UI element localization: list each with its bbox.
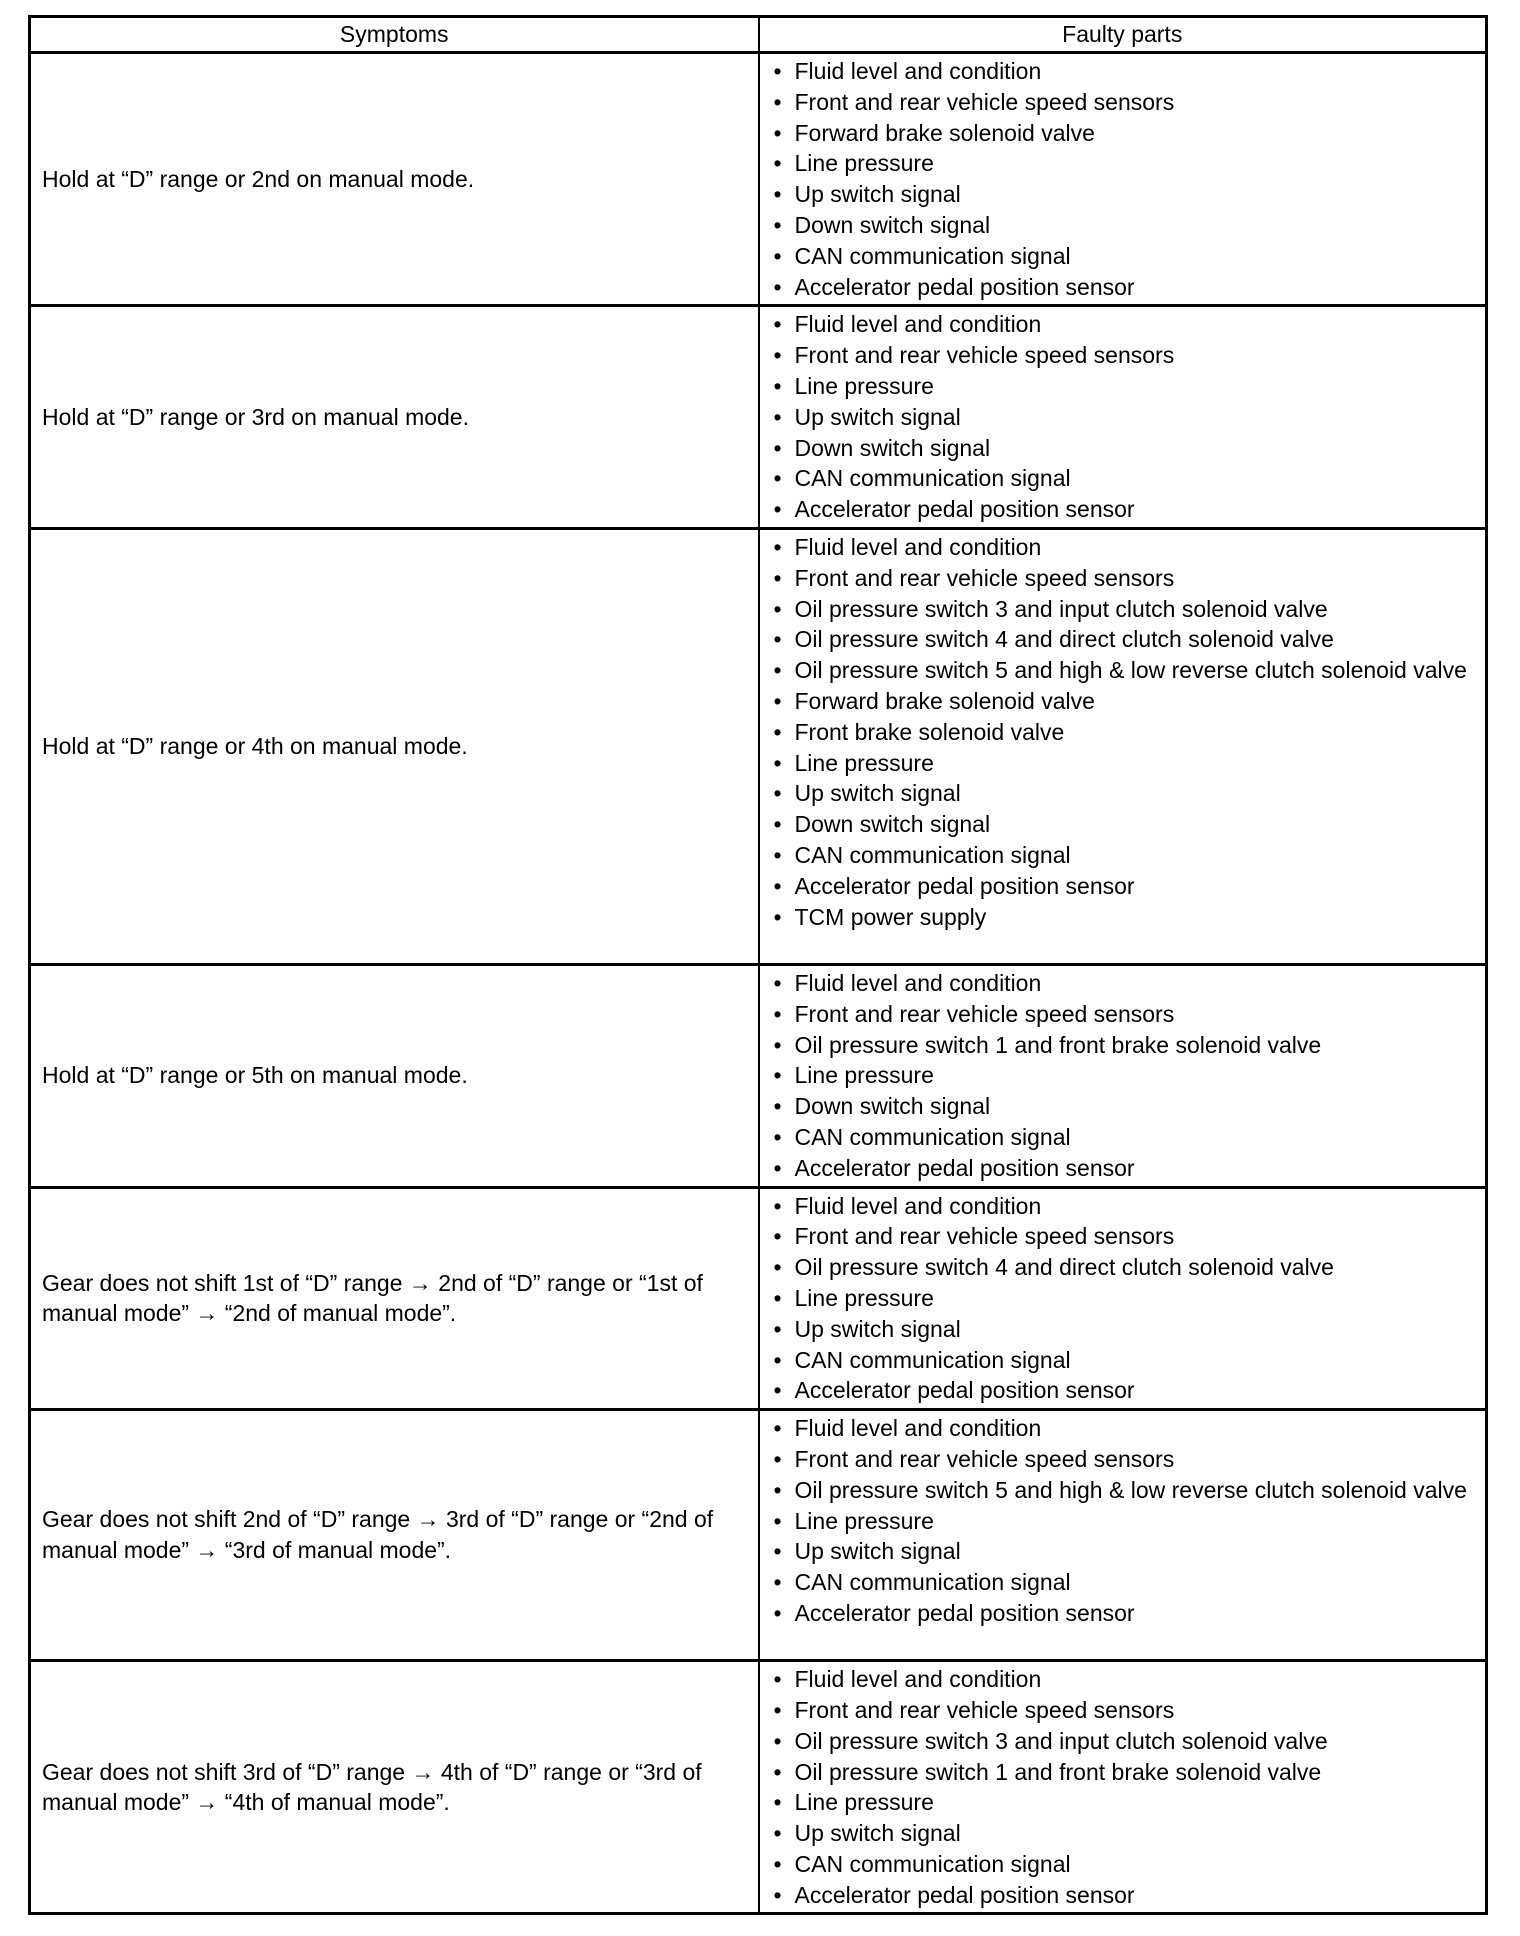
faulty-parts-list [768,1191,1476,1407]
bullet-icon: • [773,657,782,684]
list-item [768,594,1476,625]
list-item [768,210,1476,241]
faulty-part-text: Oil pressure switch 1 and front brake solenoid valve [794,1758,1322,1785]
bullet-icon: • [773,626,782,653]
faulty-parts-list [768,309,1476,525]
list-item [768,1787,1476,1818]
faulty-part-text: Down switch signal [794,434,991,461]
symptoms-header: Symptoms [30,17,759,53]
list-item [768,532,1476,563]
list-item [768,402,1476,433]
table-row [30,306,1487,529]
bullet-icon: • [773,687,782,714]
list-item [768,1091,1476,1122]
list-item [768,118,1476,149]
bullet-icon: • [773,1415,782,1442]
list-item [768,1880,1476,1911]
bullet-icon: • [773,872,782,899]
table-row [30,1187,1487,1410]
list-item [768,87,1476,118]
bullet-icon: • [773,311,782,338]
faulty-part-text: Accelerator pedal position sensor [794,1377,1135,1404]
list-item [768,1221,1476,1252]
faulty-part-text: Front and rear vehicle speed sensors [794,88,1175,115]
faulty-part-text: Fluid level and condition [794,58,1042,84]
table-row [30,528,1487,964]
list-item [768,1283,1476,1314]
bullet-icon: • [773,88,782,115]
bullet-icon: • [773,1154,782,1181]
list-item [768,840,1476,871]
faulty-part-text: Down switch signal [794,211,991,238]
table-row [30,1410,1487,1661]
faulty-parts-cell [759,1410,1487,1661]
faulty-part-text: Up switch signal [794,780,961,807]
bullet-icon: • [773,1093,782,1120]
faulty-part-text: Front brake solenoid valve [794,718,1065,745]
list-item [768,1598,1476,1629]
faulty-part-text: Oil pressure switch 4 and direct clutch solenoid valve [794,626,1334,653]
list-item [768,902,1476,933]
bullet-icon: • [773,1254,782,1281]
list-item [768,871,1476,902]
list-item [768,463,1476,494]
bullet-icon: • [773,1223,782,1250]
faulty-part-text: Up switch signal [794,1538,961,1565]
faulty-part-text: Line pressure [794,1789,934,1816]
faulty-part-text: Accelerator pedal position sensor [794,273,1135,300]
list-item [768,717,1476,748]
bullet-icon: • [773,1000,782,1027]
header-row [30,17,1487,53]
list-item [768,778,1476,809]
bullet-icon: • [773,1123,782,1150]
faulty-part-text: CAN communication signal [794,841,1071,868]
faulty-parts-cell [759,53,1487,306]
bullet-icon: • [773,1758,782,1785]
bullet-icon: • [773,1727,782,1754]
bullet-icon: • [773,1445,782,1472]
bullet-icon: • [773,1507,782,1534]
list-item [768,1060,1476,1091]
faulty-part-text: Line pressure [794,1062,934,1089]
list-item [768,1444,1476,1475]
bullet-icon: • [773,718,782,745]
bullet-icon: • [773,1192,782,1219]
faulty-part-text: Line pressure [794,372,934,399]
list-item [768,148,1476,179]
faulty-part-text: Oil pressure switch 1 and front brake solenoid valve [794,1031,1322,1058]
symptom-cell: Gear does not shift 2nd of “D” range → 3rd of “D” range or “2nd of manual mode” → “3rd of manual mode”. [30,1410,759,1661]
faulty-part-text: Accelerator pedal position sensor [794,1599,1135,1626]
bullet-icon: • [773,181,782,208]
faulty-parts-cell [759,306,1487,529]
list-item [768,1818,1476,1849]
table-row [30,1661,1487,1914]
faulty-part-text: Line pressure [794,1507,934,1534]
faulty-part-text: Forward brake solenoid valve [794,119,1095,146]
list-item [768,241,1476,272]
list-item [768,655,1476,686]
list-item [768,309,1476,340]
list-item [768,1695,1476,1726]
list-item [768,340,1476,371]
bullet-icon: • [773,780,782,807]
bullet-icon: • [773,903,782,930]
bullet-icon: • [773,496,782,523]
faulty-parts-cell [759,528,1487,964]
list-item [768,809,1476,840]
list-item [768,968,1476,999]
faulty-part-text: Up switch signal [794,403,961,430]
faulty-part-text: Oil pressure switch 3 and input clutch solenoid valve [794,1727,1328,1754]
faulty-part-text: Accelerator pedal position sensor [794,872,1135,899]
list-item [768,179,1476,210]
list-item [768,371,1476,402]
list-item [768,563,1476,594]
faulty-parts-list [768,1413,1476,1629]
list-item [768,686,1476,717]
bullet-icon: • [773,1538,782,1565]
list-item [768,1664,1476,1695]
faulty-part-text: Front and rear vehicle speed sensors [794,564,1175,591]
faulty-part-text: Front and rear vehicle speed sensors [794,1445,1175,1472]
bullet-icon: • [773,1820,782,1847]
symptom-cell: Gear does not shift 1st of “D” range → 2nd of “D” range or “1st of manual mode” → “2nd of manual mode”. [30,1187,759,1410]
list-item [768,999,1476,1030]
table-row [30,964,1487,1187]
list-item [768,1475,1476,1506]
bullet-icon: • [773,533,782,560]
list-item [768,1191,1476,1222]
list-item [768,1314,1476,1345]
list-item [768,1757,1476,1788]
bullet-icon: • [773,119,782,146]
list-item [768,624,1476,655]
faulty-part-text: CAN communication signal [794,1346,1071,1373]
faulty-parts-list [768,56,1476,302]
bullet-icon: • [773,1569,782,1596]
faulty-part-text: TCM power supply [794,903,987,930]
list-item [768,1122,1476,1153]
faulty-parts-list [768,1664,1476,1910]
bullet-icon: • [773,1666,782,1693]
bullet-icon: • [773,1696,782,1723]
faulty-part-text: Up switch signal [794,1820,961,1847]
faulty-parts-list [768,968,1476,1184]
symptom-cell: Hold at “D” range or 3rd on manual mode. [30,306,759,529]
faulty-part-text: Oil pressure switch 5 and high & low reverse clutch solenoid valve [794,1476,1467,1503]
list-item [768,56,1476,87]
faulty-part-text: Fluid level and condition [794,969,1042,996]
faulty-part-text: Front and rear vehicle speed sensors [794,1223,1175,1250]
faulty-part-text: Fluid level and condition [794,1192,1042,1219]
faulty-part-text: Down switch signal [794,1093,991,1120]
bullet-icon: • [773,1346,782,1373]
faulty-part-text: CAN communication signal [794,242,1071,269]
faulty-part-text: Down switch signal [794,811,991,838]
bullet-icon: • [773,1850,782,1877]
bullet-icon: • [773,969,782,996]
bullet-icon: • [773,1377,782,1404]
faulty-part-text: CAN communication signal [794,1850,1071,1877]
faulty-parts-header: Faulty parts [759,17,1487,53]
faulty-part-text: Fluid level and condition [794,533,1042,560]
symptom-cell: Hold at “D” range or 2nd on manual mode. [30,53,759,306]
faulty-part-text: CAN communication signal [794,465,1071,492]
table-row [30,53,1487,306]
bullet-icon: • [773,749,782,776]
faulty-part-text: Front and rear vehicle speed sensors [794,1000,1175,1027]
faulty-part-text: Line pressure [794,749,934,776]
list-item [768,1726,1476,1757]
list-item [768,1536,1476,1567]
bullet-icon: • [773,211,782,238]
faulty-parts-cell [759,1661,1487,1914]
faulty-part-text: Front and rear vehicle speed sensors [794,342,1175,369]
bullet-icon: • [773,1315,782,1342]
bullet-icon: • [773,1062,782,1089]
bullet-icon: • [773,342,782,369]
faulty-part-text: Front and rear vehicle speed sensors [794,1696,1175,1723]
list-item [768,1153,1476,1184]
faulty-part-text: Fluid level and condition [794,1666,1042,1693]
faulty-part-text: Forward brake solenoid valve [794,687,1095,714]
bullet-icon: • [773,564,782,591]
list-item [768,748,1476,779]
list-item [768,1030,1476,1061]
list-item [768,1345,1476,1376]
symptom-cell: Hold at “D” range or 4th on manual mode. [30,528,759,964]
bullet-icon: • [773,1476,782,1503]
bullet-icon: • [773,1031,782,1058]
bullet-icon: • [773,1599,782,1626]
faulty-part-text: Accelerator pedal position sensor [794,496,1135,523]
list-item [768,494,1476,525]
bullet-icon: • [773,1284,782,1311]
bullet-icon: • [773,811,782,838]
bullet-icon: • [773,841,782,868]
bullet-icon: • [773,595,782,622]
list-item [768,1506,1476,1537]
faulty-part-text: Line pressure [794,150,934,177]
bullet-icon: • [773,403,782,430]
faulty-part-text: Oil pressure switch 5 and high & low reverse clutch solenoid valve [794,657,1467,684]
symptom-cell: Gear does not shift 3rd of “D” range → 4th of “D” range or “3rd of manual mode” → “4th of manual mode”. [30,1661,759,1914]
faulty-part-text: Accelerator pedal position sensor [794,1154,1135,1181]
bullet-icon: • [773,434,782,461]
faulty-part-text: Up switch signal [794,181,961,208]
list-item [768,1375,1476,1406]
faulty-part-text: Oil pressure switch 4 and direct clutch solenoid valve [794,1254,1334,1281]
faulty-part-text: Line pressure [794,1284,934,1311]
bullet-icon: • [773,465,782,492]
list-item [768,1413,1476,1444]
symptoms-faulty-parts-table [28,15,1488,1915]
list-item [768,1849,1476,1880]
faulty-part-text: Fluid level and condition [794,311,1042,338]
list-item [768,272,1476,303]
faulty-part-text: CAN communication signal [794,1123,1071,1150]
bullet-icon: • [773,1789,782,1816]
faulty-part-text: CAN communication signal [794,1569,1071,1596]
bullet-icon: • [773,273,782,300]
faulty-parts-list [768,532,1476,932]
list-item [768,1252,1476,1283]
faulty-parts-cell [759,1187,1487,1410]
symptom-cell: Hold at “D” range or 5th on manual mode. [30,964,759,1187]
faulty-part-text: Oil pressure switch 3 and input clutch solenoid valve [794,595,1328,622]
faulty-part-text: Up switch signal [794,1315,961,1342]
faulty-parts-cell [759,964,1487,1187]
list-item [768,433,1476,464]
list-item [768,1567,1476,1598]
bullet-icon: • [773,372,782,399]
faulty-part-text: Fluid level and condition [794,1415,1042,1442]
bullet-icon: • [773,1881,782,1908]
bullet-icon: • [773,242,782,269]
bullet-icon: • [773,150,782,177]
bullet-icon: • [773,58,782,84]
faulty-part-text: Accelerator pedal position sensor [794,1881,1135,1908]
